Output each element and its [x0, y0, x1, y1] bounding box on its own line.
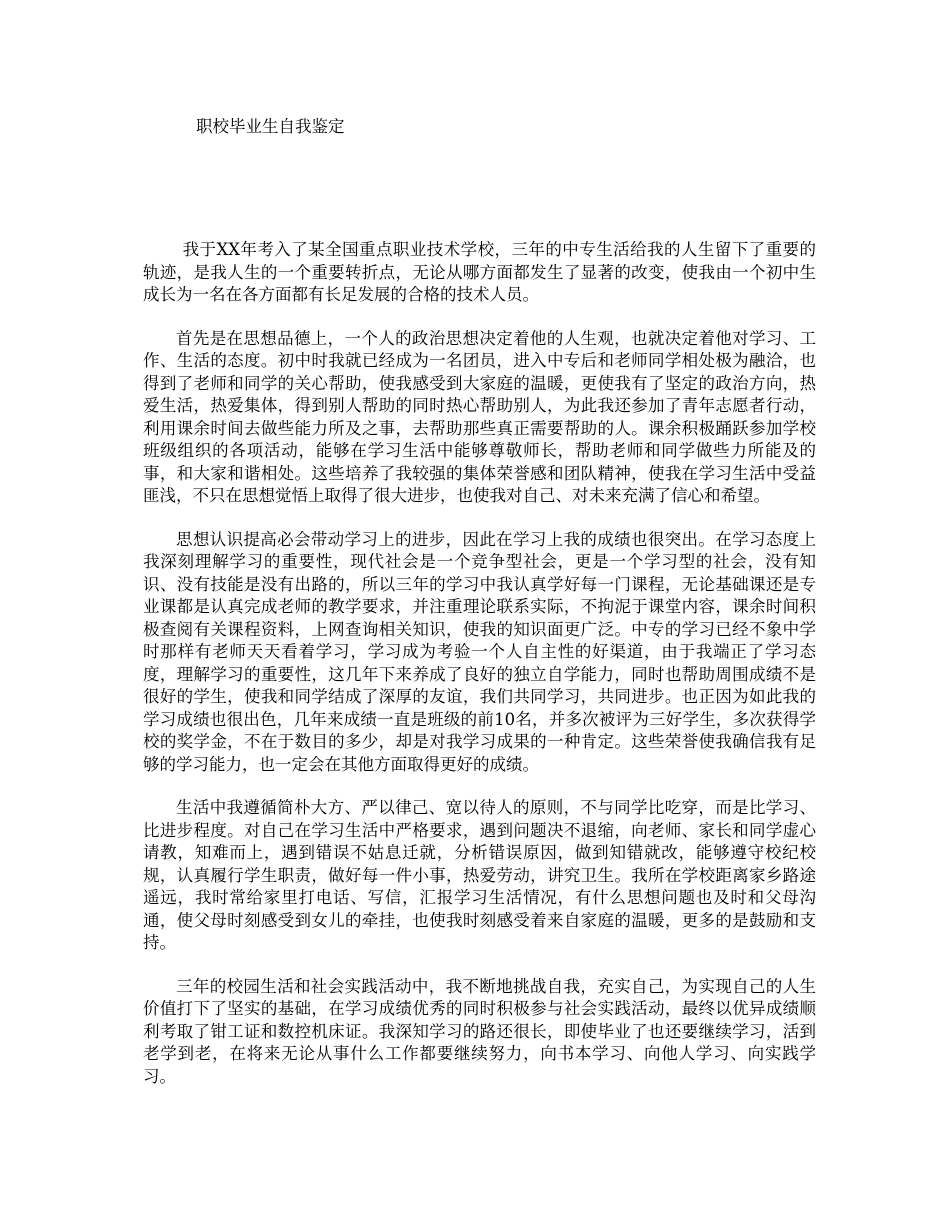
paragraph-conclusion: 三年的校园生活和社会实践活动中，我不断地挑战自我，充实自己，为实现自己的人生价值打下了坚实的基础，在学习成绩优秀的同时积极参与社会实践活动，最终以优异成绩顺利考取了钳工证和数控机床证。我深知学习的路还很长，即使毕业了也还要继续学习，活到老学到老，在将来无论从事什么工作都要继续努力，向书本学习、向他人学习、向实践学习。 — [143, 976, 816, 1086]
paragraph-study: 思想认识提高必会带动学习上的进步，因此在学习上我的成绩也很突出。在学习态度上我深刻理解学习的重要性，现代社会是一个竞争型社会，更是一个学习型的社会，没有知识、没有技能是没有出路的，所以三年的学习中我认真学好每一门课程，无论基础课还是专业课都是认真完成老师的教学要求，并注重理论联系实际，不拘泥于课堂内容，课余时间积极查阅有关课程资料，上网查询相关知识，使我的知识面更广泛。中专的学习已经不象中学时那样有老师天天看着学习，学习成为考验一个人自主性的好渠道，由于我端正了学习态度，理解学习的重要性，这几年下来养成了良好的独立自学能力，同时也帮助周围成绩不是很好的学生，使我和同学结成了深厚的友谊，我们共同学习，共同进步。也正因为如此我的学习成绩也很出色，几年来成绩一直是班级的前10名，并多次被评为三好学生，多次获得学校的奖学金，不在于数目的多少，却是对我学习成果的一种肯定。这些荣誉使我确信我有足够的学习能力，也一定会在其他方面取得更好的成绩。 — [143, 529, 816, 774]
paragraph-ideology: 首先是在思想品德上，一个人的政治思想决定着他的人生观，也就决定着他对学习、工作、生活的态度。初中时我就已经成为一名团员，进入中专后和老师同学相处极为融洽，也得到了老师和同学的关心帮助，使我感受到大家庭的温暖，更使我有了坚定的政治方向，热爱生活，热爱集体，得到别人帮助的同时热心帮助别人，为此我还参加了青年志愿者行动，利用课余时间去做些能力所及之事，去帮助那些真正需要帮助的人。课余积极踊跃参加学校班级组织的各项活动，能够在学习生活中能够尊敬师长，帮助老师和同学做些力所能及的事，和大家和谐相处。这些培养了我较强的集体荣誉感和团队精神，使我在学习生活中受益匪浅，不只在思想觉悟上取得了很大进步，也使我对自己、对未来充满了信心和希望。 — [143, 328, 816, 505]
paragraph-life: 生活中我遵循简朴大方、严以律己、宽以待人的原则，不与同学比吃穿，而是比学习、比进步程度。对自己在学习生活中严格要求，遇到问题决不退缩，向老师、家长和同学虚心请教，知难而上，遇到错误不姑息迁就，分析错误原因，做到知错就改，能够遵守校纪校规，认真履行学生职责，做好每一件小事，热爱劳动，讲究卫生。我所在学校距离家乡路途遥远，我时常给家里打电话、写信，汇报学习生活情况，有什么思想问题也及时和父母沟通，使父母时刻感受到女儿的牵挂，也使我时刻感受着来自家庭的温暖，更多的是鼓励和支持。 — [143, 798, 816, 952]
document-title: 职校毕业生自我鉴定 — [196, 117, 345, 136]
document-body — [143, 239, 816, 1109]
paragraph-intro: 我于XX年考入了某全国重点职业技术学校，三年的中专生活给我的人生留下了重要的轨迹，是我人生的一个重要转折点，无论从哪方面都发生了显著的改变，使我由一个初中生成长为一名在各方面都有长足发展的合格的技术人员。 — [143, 240, 816, 304]
